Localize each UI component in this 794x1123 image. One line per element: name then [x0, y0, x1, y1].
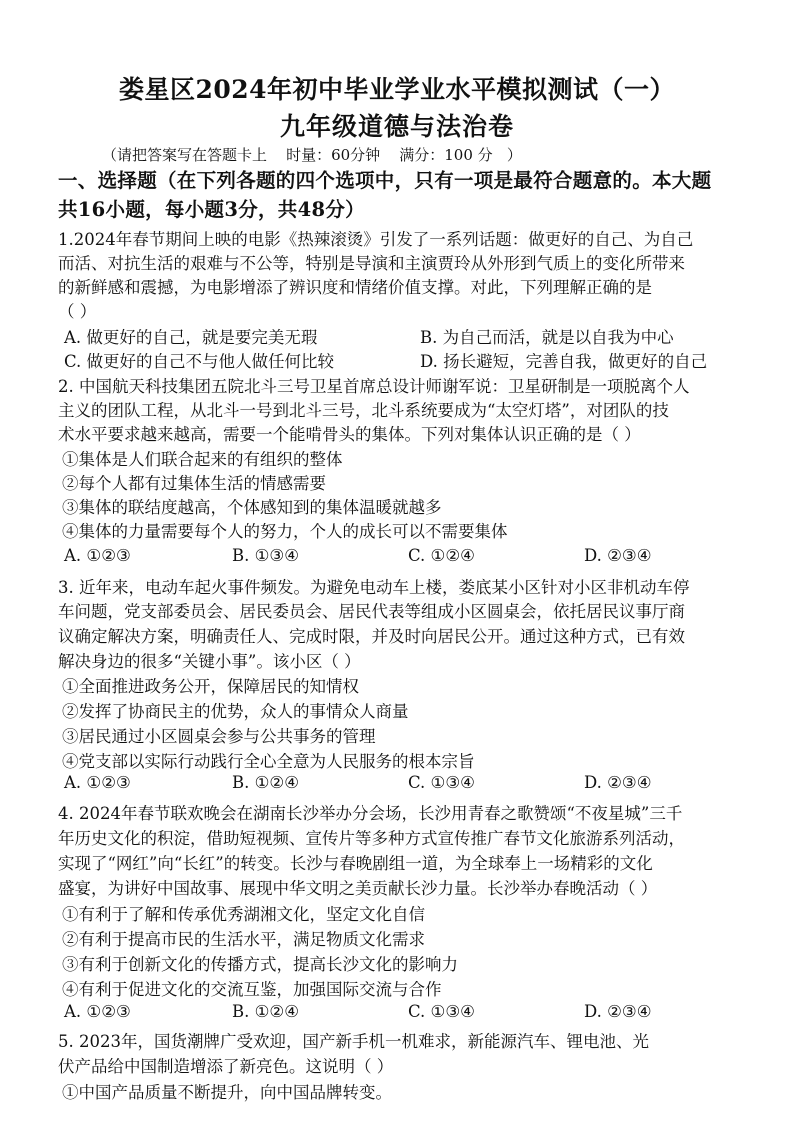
q2-statement: ③集体的联结度越高，个体感知到的集体温暖就越多 [62, 498, 442, 517]
q3-option-d: D. ②③④ [584, 773, 652, 792]
q2-line: 术水平要求越来越高，需要一个能啃骨头的集体。下列对集体认识正确的是（ ） [58, 425, 641, 444]
q3-option-b: B. ①②④ [232, 773, 299, 792]
q5-line: 伏产品给中国制造增添了新亮色。这说明（ ） [58, 1057, 394, 1076]
q4-statement: ②有利于提高市民的生活水平，满足物质文化需求 [62, 930, 425, 949]
q2-statement: ②每个人都有过集体生活的情感需要 [62, 474, 326, 493]
q3-line: 议确定解决方案，明确责任人、完成时限，并及时向居民公开。通过这种方式，已有效 [58, 627, 685, 646]
q3-statement: ②发挥了协商民主的优势，众人的事情众人商量 [62, 702, 409, 721]
q4-option-b: B. ①②④ [232, 1002, 299, 1021]
q3-line: 解决身边的很多“关键小事”。该小区（ ） [58, 652, 361, 671]
q4-line: 年历史文化的积淀，借助短视频、宣传片等多种方式宣传推广春节文化旅游系列活动， [58, 829, 685, 848]
q3-statement: ④党支部以实际行动践行全心全意为人民服务的根本宗旨 [62, 752, 475, 771]
section-heading: 一、选择题（在下列各题的四个选项中，只有一项是最符合题意的。本大题共16小题，每小题3分，共48分） [58, 169, 712, 221]
q4-line: 实现了“网红”向“长红”的转变。长沙与春晚剧组一道，为全球奉上一场精彩的文化 [58, 854, 653, 873]
exam-instructions: （请把答案写在答题卡上 时量：60分钟 满分：100 分 ） [102, 146, 522, 164]
q1-line: 而活、对抗生活的艰难与不公等，特别是导演和主演贾玲从外形到气质上的变化所带来 [58, 254, 685, 273]
q1-line: 的新鲜感和震撼，为电影增添了辨识度和情绪价值支撑。对此，下列理解正确的是 [58, 278, 652, 297]
q4-option-a: A. ①②③ [64, 1002, 131, 1021]
q1-option-b: B. 为自己而活，就是以自我为中心 [420, 328, 674, 347]
q3-option-a: A. ①②③ [64, 773, 131, 792]
q4-statement: ③有利于创新文化的传播方式，提高长沙文化的影响力 [62, 955, 458, 974]
q2-line: 2. 中国航天科技集团五院北斗三号卫星首席总设计师谢军说：卫星研制是一项脱离个人 [58, 377, 690, 396]
q2-option-a: A. ①②③ [64, 546, 131, 565]
q4-line: 盛宴，为讲好中国故事、展现中华文明之美贡献长沙力量。长沙举办春晚活动（ ） [58, 879, 658, 898]
exam-title: 娄星区2024年初中毕业学业水平模拟测试（一） [118, 75, 676, 104]
q2-statement: ①集体是人们联合起来的有组织的整体 [62, 450, 343, 469]
q4-line: 4. 2024年春节联欢晚会在湖南长沙举办分会场，长沙用青春之歌赞颂“不夜星城”三千 [58, 804, 683, 823]
q1-line: （ ） [58, 302, 97, 321]
q1-line: 1.2024年春节期间上映的电影《热辣滚烫》引发了一系列话题：做更好的自己、为自己 [58, 230, 694, 249]
q1-option-a: A. 做更好的自己，就是要完美无瑕 [64, 328, 318, 347]
q2-option-c: C. ①②④ [408, 546, 475, 565]
q4-option-c: C. ①③④ [408, 1002, 475, 1021]
q3-option-c: C. ①③④ [408, 773, 475, 792]
q4-option-d: D. ②③④ [584, 1002, 652, 1021]
q2-option-b: B. ①③④ [232, 546, 299, 565]
q3-line: 车问题，党支部委员会、居民委员会、居民代表等组成小区圆桌会，依托居民议事厅商 [58, 602, 685, 621]
q2-option-d: D. ②③④ [584, 546, 652, 565]
q4-statement: ④有利于促进文化的交流互鉴，加强国际交流与合作 [62, 980, 442, 999]
q2-statement: ④集体的力量需要每个人的努力，个人的成长可以不需要集体 [62, 522, 508, 541]
q4-statement: ①有利于了解和传承优秀湖湘文化，坚定文化自信 [62, 905, 425, 924]
exam-subtitle: 九年级道德与法治卷 [279, 112, 514, 141]
q5-statement: ①中国产品质量不断提升，向中国品牌转变。 [62, 1083, 392, 1102]
q3-statement: ①全面推进政务公开，保障居民的知情权 [62, 677, 359, 696]
q1-option-d: D. 扬长避短，完善自我，做更好的自己 [420, 352, 708, 371]
q1-option-c: C. 做更好的自己不与他人做任何比较 [64, 352, 335, 371]
q2-line: 主义的团队工程，从北斗一号到北斗三号，北斗系统要成为“太空灯塔”，对团队的技 [58, 401, 669, 420]
q3-line: 3. 近年来，电动车起火事件频发。为避免电动车上楼，娄底某小区针对小区非机动车停 [58, 578, 690, 597]
q5-line: 5. 2023年，国货潮牌广受欢迎，国产新手机一机难求，新能源汽车、锂电池、光 [58, 1032, 649, 1051]
q3-statement: ③居民通过小区圆桌会参与公共事务的管理 [62, 727, 376, 746]
